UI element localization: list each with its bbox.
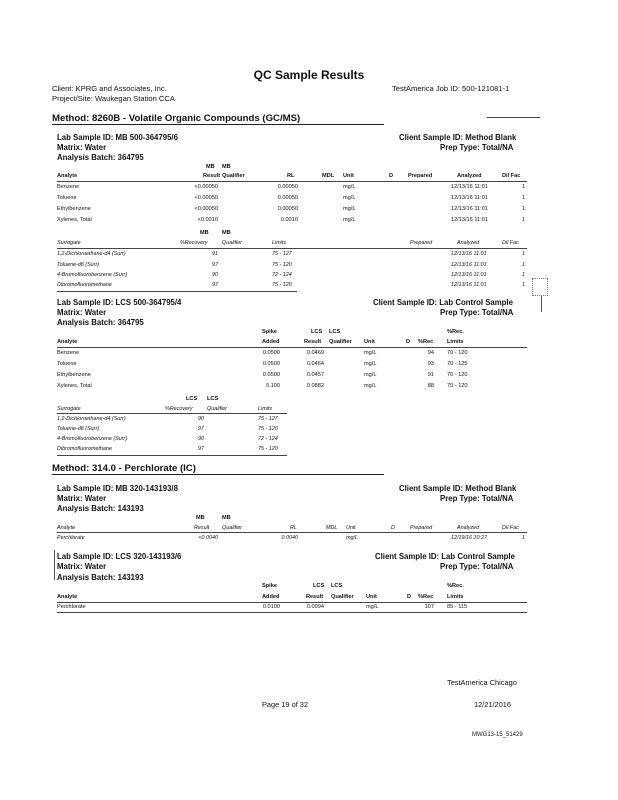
mb1-col-dilfac: Dil Fac [502,173,521,179]
table-cell: Dibromofluoromethane [57,446,112,452]
table-cell: Xylenes, Total [57,217,92,223]
lcs1-surr-header-rule [57,413,287,414]
lcs2-end-rule [57,612,527,613]
table-cell: 1 [522,217,526,223]
lcs2-lab-id: Lab Sample ID: LCS 320-143193/6 [57,552,182,561]
lcs1-col-unit: Unit [364,339,375,345]
mb2-batch: Analysis Batch: 143193 [57,504,144,513]
lcs1-surr-col-surrogate: Surrogate [57,406,81,412]
table-cell: mg/L [364,383,377,389]
table-cell: Toluene-d8 (Surr) [57,426,100,432]
lcs2-col-spike2: Added [262,594,280,600]
table-cell: 85 - 115 [447,604,468,610]
table-cell: 0.0457 [306,372,324,378]
mb1-surr-col-mb1: MB [200,230,209,236]
table-cell: mg/L [343,195,356,201]
lcs2-col-rec: %Rec [418,594,434,600]
lcs2-col-qualifier: Qualifier [331,594,354,600]
table-cell: 0.0010 [280,217,298,223]
lcs1-surr-col-lcs2: LCS [207,396,219,402]
table-cell: 1,2-Dichloroethane-d4 (Surr) [57,416,126,422]
scan-margin-mark [532,278,548,296]
mb1-surr-col-dilfac: Dil Fac [502,240,519,246]
table-cell: mg/L [366,604,379,610]
table-cell: 91 [427,372,434,378]
table-cell: 91 [212,251,218,257]
table-cell: <0.00050 [194,195,218,201]
table-cell: 1,2-Dichloroethane-d4 (Surr) [57,251,126,257]
lcs1-col-d: D [406,339,411,345]
mb2-col-prepared: Prepared [410,525,433,531]
table-cell: 1 [522,282,525,288]
lcs2-col-lcs1: LCS [313,583,325,589]
mb2-col-dilfac: Dil Fac [502,525,519,531]
mb1-matrix: Matrix: Water [57,143,107,152]
table-cell: Ethylbenzene [57,206,91,212]
table-cell: 12/13/16 11:01 [451,206,488,212]
footer-lab-name: TestAmerica Chicago [447,678,517,687]
mb2-matrix: Matrix: Water [57,494,107,503]
mb1-col-mb2: MB [222,164,231,170]
mb2-lab-id: Lab Sample ID: MB 320-143193/8 [57,484,178,493]
lcs2-client-id: Client Sample ID: Lab Control Sample [375,552,515,561]
table-cell: 4-Bromofluorobenzene (Surr) [57,436,128,442]
lcs1-matrix: Matrix: Water [57,308,107,317]
table-cell: 0.00050 [277,206,298,212]
lcs1-lab-id: Lab Sample ID: LCS 500-364795/4 [57,298,182,307]
mb1-surr-col-recovery: %Recovery [180,240,208,246]
table-cell: 97 [198,426,204,432]
lcs1-surr-col-limits: Limits [258,406,273,412]
mb2-header-rule [57,532,527,533]
lcs1-surr-col-lcs1: LCS [186,396,198,402]
table-cell: 72 - 124 [258,436,278,442]
table-cell: 1 [522,272,525,278]
table-cell: 12/13/16 11:01 [451,251,487,257]
table-cell: 72 - 124 [272,272,292,278]
table-cell: mg/L [343,184,356,190]
table-cell: <0.0040 [198,535,218,541]
lcs1-col-lcs1: LCS [311,329,323,335]
table-cell: Ethylbenzene [57,372,91,378]
table-cell: 0.00050 [277,184,298,190]
table-cell: 75 - 127 [272,251,292,257]
lcs1-col-rec1: %Rec. [447,329,464,335]
margin-bracket [54,550,55,580]
lcs1-col-limits: Limits [447,339,464,345]
lcs2-col-analyte: Analyte [57,594,78,600]
table-cell: 0.0040 [281,535,298,541]
table-cell: 75 - 120 [258,426,278,432]
table-cell: 0.0500 [262,350,280,356]
mb1-surr-col-mb2: MB [222,230,231,236]
method-8260b-rule [52,124,384,125]
table-cell: 107 [424,604,434,610]
footer-page-number: Page 19 of 32 [262,700,309,709]
lcs2-header-rule [57,602,527,603]
table-cell: 93 [427,361,434,367]
table-cell: 1 [522,251,525,257]
footer-date: 12/21/2016 [474,700,511,709]
table-cell: 70 - 120 [447,350,468,356]
table-cell: 70 - 120 [447,372,468,378]
mb1-col-qualifier: Qualifier [222,173,245,179]
table-cell: 0.0882 [306,383,324,389]
table-cell: Perchlorate [57,535,85,541]
table-cell: 70 - 120 [447,383,468,389]
mb2-col-rl: RL [290,525,297,531]
lcs2-matrix: Matrix: Water [57,562,107,571]
mb1-client-id: Client Sample ID: Method Blank [399,133,517,142]
lcs2-col-d: D [407,594,412,600]
table-cell: 75 - 127 [258,416,278,422]
table-cell: Toluene [57,195,77,201]
table-cell: Benzene [57,184,80,190]
mb1-col-mb1: MB [206,164,215,170]
mb2-col-analyte: Analyte [57,525,75,531]
mb2-col-unit: Unit [346,525,356,531]
mb1-col-rl: RL [287,173,295,179]
corner-mark [487,117,540,118]
table-cell: Benzene [57,350,80,356]
lcs1-surr-end-rule [57,455,287,456]
table-cell: 0.0464 [306,361,324,367]
lcs1-surr-col-qualifier: Qualifier [207,406,228,412]
lcs2-col-rec1: %Rec. [447,583,464,589]
table-cell: 12/13/16 11:01 [451,272,487,278]
lcs1-col-analyte: Analyte [57,339,78,345]
lcs2-prep-type: Prep Type: Total/NA [440,562,514,571]
mb1-col-mdl: MDL [322,173,335,179]
table-cell: mg/L [346,535,358,541]
table-cell: 97 [212,262,218,268]
table-cell: mg/L [364,361,377,367]
table-cell: 90 [212,272,218,278]
table-cell: 12/13/16 11:01 [451,195,488,201]
mb1-lab-id: Lab Sample ID: MB 500-364795/6 [57,133,178,142]
table-cell: mg/L [343,206,356,212]
mb2-col-mdl: MDL [326,525,338,531]
mb2-col-mb1: MB [196,515,205,521]
table-cell: Toluene-d8 (Surr) [57,262,100,268]
lcs1-col-qualifier: Qualifier [329,339,352,345]
mb1-col-d: D [389,173,394,179]
table-cell: 0.0094 [306,604,324,610]
lcs1-surr-col-recovery: %Recovery [165,406,193,412]
table-cell: Perchlorate [57,604,86,610]
table-cell: mg/L [343,217,356,223]
scan-margin-line [541,296,542,312]
mb1-surr-end-rule [57,291,297,292]
lcs2-col-spike1: Spike [262,583,277,589]
mb1-col-unit: Unit [343,173,354,179]
table-cell: 12/13/16 11:01 [451,184,488,190]
mb1-surr-col-analyzed: Analyzed [457,240,480,246]
table-cell: 75 - 120 [272,282,292,288]
table-cell: 12/19/16 10:27 [451,535,487,541]
mb1-col-analyzed: Analyzed [457,173,482,179]
lcs2-col-lcs2: LCS [331,583,343,589]
lcs2-col-result: Result [306,594,324,600]
lcs1-col-spike2: Added [262,339,280,345]
table-cell: 0.00050 [277,195,298,201]
mb1-surr-header-rule [57,248,527,249]
table-cell: Xylenes, Total [57,383,92,389]
table-cell: <0.0010 [197,217,218,223]
table-cell: 1 [522,262,525,268]
table-cell: 70 - 125 [447,361,468,367]
table-cell: Dibromofluoromethane [57,282,112,288]
mb1-prep-type: Prep Type: Total/NA [440,143,514,152]
table-cell: 90 [198,436,204,442]
client-name: Client: KPRG and Associates, Inc. [52,84,167,93]
method-314-title: Method: 314.0 - Perchlorate (IC) [52,463,196,474]
table-cell: 1 [522,184,526,190]
lcs1-col-spike1: Spike [262,329,277,335]
mb1-col-analyte: Analyte [57,173,78,179]
table-cell: 0.0469 [306,350,324,356]
footer-doc-id: MWG13-15_51429 [472,732,523,738]
lcs1-col-result: Result [304,339,322,345]
table-cell: 88 [427,383,434,389]
table-cell: <0.00050 [194,184,218,190]
table-cell: 0.0100 [262,604,280,610]
mb2-col-analyzed: Analyzed [457,525,480,531]
method-314-rule [52,474,384,475]
mb1-col-prepared: Prepared [408,173,433,179]
lcs2-col-unit: Unit [366,594,377,600]
table-cell: 0.0500 [262,361,280,367]
mb1-header-rule [57,181,527,182]
table-cell: 94 [427,350,434,356]
mb1-surr-col-limits: Limits [272,240,287,246]
mb2-prep-type: Prep Type: Total/NA [440,494,514,503]
mb2-col-mb2: MB [222,515,231,521]
method-8260b-title: Method: 8260B - Volatile Organic Compounds (GC/MS) [52,113,301,124]
mb1-surr-col-surrogate: Surrogate [57,240,81,246]
lcs1-col-rec: %Rec [418,339,434,345]
table-cell: 0.0500 [262,372,280,378]
table-cell: 90 [198,416,204,422]
table-cell: 12/13/16 11:01 [451,217,488,223]
mb1-batch: Analysis Batch: 364795 [57,153,144,162]
lcs1-header-rule [57,347,527,348]
table-cell: mg/L [364,372,377,378]
table-cell: 75 - 120 [272,262,292,268]
table-cell: 97 [198,446,204,452]
mb1-col-result: Result [203,173,221,179]
mb2-col-d: D [391,525,395,531]
table-cell: 12/13/16 11:01 [451,282,487,288]
table-cell: 1 [522,535,525,541]
table-cell: <0.00050 [194,206,218,212]
project-site: Project/Site: Waukegan Station CCA [52,94,175,103]
table-cell: 1 [522,206,526,212]
lcs1-batch: Analysis Batch: 364795 [57,318,144,327]
mb2-col-result: Result [194,525,210,531]
job-id: TestAmerica Job ID: 500-121081-1 [392,84,510,93]
lcs1-col-lcs2: LCS [329,329,341,335]
lcs1-client-id: Client Sample ID: Lab Control Sample [373,298,513,307]
mb2-client-id: Client Sample ID: Method Blank [399,484,517,493]
table-cell: mg/L [364,350,377,356]
lcs1-prep-type: Prep Type: Total/NA [440,308,514,317]
table-cell: 1 [522,195,526,201]
mb2-col-qualifier: Qualifier [222,525,243,531]
table-cell: 75 - 120 [258,446,278,452]
table-cell: 0.100 [266,383,280,389]
lcs2-col-limits: Limits [447,594,464,600]
table-cell: Toluene [57,361,77,367]
lcs2-batch: Analysis Batch: 143193 [57,573,144,582]
mb1-surr-col-qualifier: Qualifier [222,240,243,246]
table-cell: 97 [212,282,218,288]
table-cell: 4-Bromofluorobenzene (Surr) [57,272,128,278]
page-title: QC Sample Results [253,68,365,82]
table-cell: 12/13/16 11:01 [451,262,487,268]
mb1-surr-col-prepared: Prepared [410,240,433,246]
